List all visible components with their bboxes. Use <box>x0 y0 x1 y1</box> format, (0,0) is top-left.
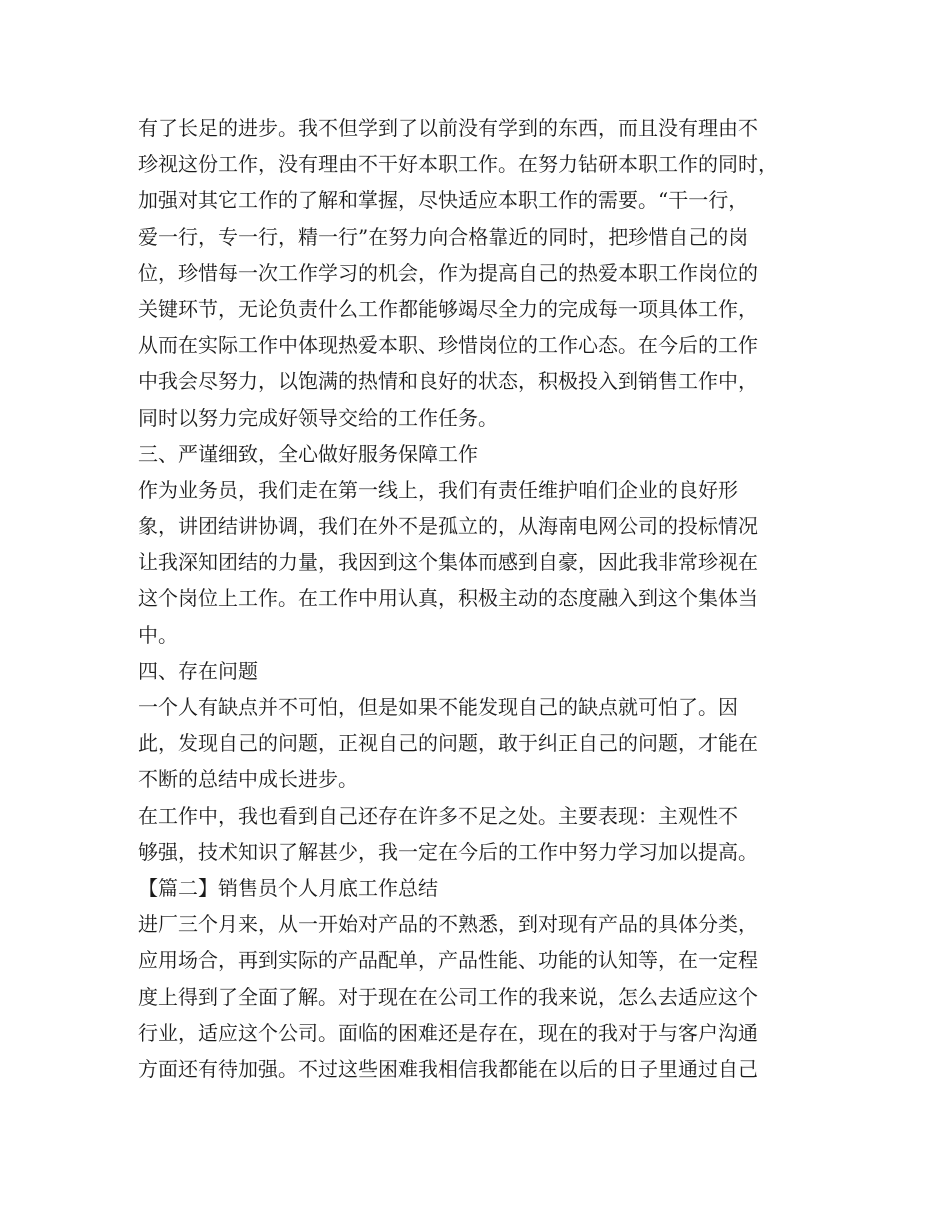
text-line: 让我深知团结的力量，我因到这个集体而感到自豪，因此我非常珍视在 <box>138 550 758 575</box>
text-line: 应用场合，再到实际的产品配单，产品性能、功能的认知等，在一定程 <box>138 948 758 973</box>
text-line: 珍视这份工作，没有理由不干好本职工作。在努力钻研本职工作的同时， <box>138 152 778 177</box>
text-line: 有了长足的进步。我不但学到了以前没有学到的东西，而且没有理由不 <box>138 116 758 140</box>
section-heading: 三、严谨细致，全心做好服务保障工作 <box>138 441 478 466</box>
text-line: 同时以努力完成好领导交给的工作任务。 <box>138 405 498 430</box>
text-line: 中我会尽努力，以饱满的热情和良好的状态，积极投入到销售工作中， <box>138 369 758 394</box>
text-line: 够强，技术知识了解甚少，我一定在今后的工作中努力学习加以提高。 <box>138 839 758 864</box>
text-line: 象，讲团结讲协调，我们在外不是孤立的，从海南电网公司的投标情况 <box>138 514 758 539</box>
text-line: 这个岗位上工作。在工作中用认真，积极主动的态度融入到这个集体当 <box>138 586 758 611</box>
text-line: 加强对其它工作的了解和掌握，尽快适应本职工作的需要。“干一行， <box>138 188 749 213</box>
section-heading: 四、存在问题 <box>138 658 258 683</box>
text-line: 进厂三个月来，从一开始对产品的不熟悉，到对现有产品的具体分类， <box>138 912 758 937</box>
article-heading: 【篇二】销售员个人月底工作总结 <box>138 875 438 900</box>
text-line: 一个人有缺点并不可怕，但是如果不能发现自己的缺点就可怕了。因 <box>138 695 738 719</box>
text-line: 在工作中，我也看到自己还存在许多不足之处。主要表现：主观性不 <box>138 803 738 828</box>
text-line: 作为业务员，我们走在第一线上，我们有责任维护咱们企业的良好形 <box>138 477 738 502</box>
text-line: 中。 <box>138 622 178 647</box>
document-body <box>138 110 828 1087</box>
text-line: 位，珍惜每一次工作学习的机会，作为提高自己的热爱本职工作岗位的 <box>138 260 758 285</box>
text-line: 从而在实际工作中体现热爱本职、珍惜岗位的工作心态。在今后的工作 <box>138 333 758 358</box>
text-line: 行业，适应这个公司。面临的困难还是存在，现在的我对于与客户沟通 <box>138 1020 758 1045</box>
text-line: 方面还有待加强。不过这些困难我相信我都能在以后的日子里通过自己 <box>138 1056 758 1081</box>
text-line: 爱一行，专一行，精一行”在努力向合格靠近的同时，把珍惜自己的岗 <box>138 224 749 249</box>
text-line: 度上得到了全面了解。对于现在在公司工作的我来说，怎么去适应这个 <box>138 984 758 1009</box>
text-line: 关键环节，无论负责什么工作都能够竭尽全力的完成每一项具体工作， <box>138 296 758 321</box>
text-line: 此，发现自己的问题，正视自己的问题，敢于纠正自己的问题，才能在 <box>138 731 758 756</box>
text-line: 不断的总结中成长进步。 <box>138 767 358 792</box>
